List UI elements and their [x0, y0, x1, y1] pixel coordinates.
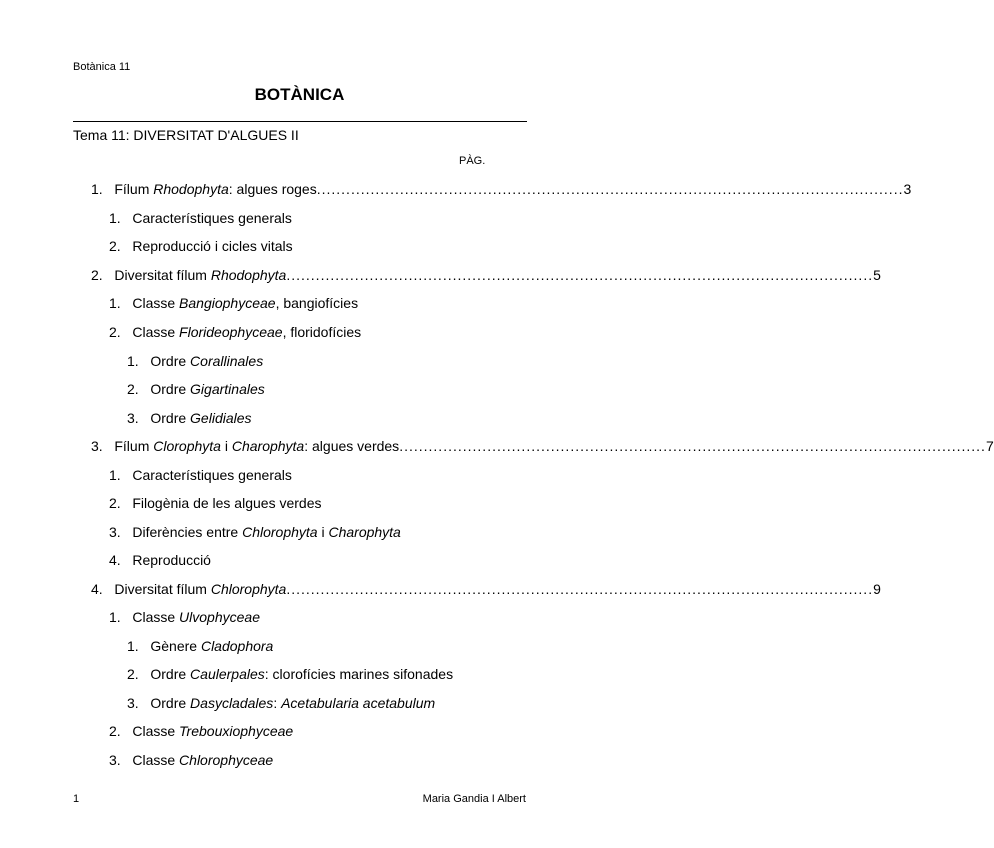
toc-entry	[109, 209, 292, 227]
toc-entry	[91, 180, 912, 198]
toc-entry-text	[91, 580, 286, 598]
toc-entry	[109, 466, 292, 484]
topic-heading: Tema 11: DIVERSITAT D'ALGUES II	[73, 127, 299, 143]
toc-entry-page: 9	[873, 581, 881, 597]
toc-entry-segment: Ordre	[150, 353, 191, 369]
toc-entry	[109, 523, 401, 541]
toc-entry-segment: Classe	[132, 324, 180, 340]
toc-entry	[127, 665, 453, 683]
toc-entry-segment: Diferències entre	[132, 524, 243, 540]
toc-entry-segment: Filogènia de les algues verdes	[132, 495, 322, 511]
toc-entry-segment: Classe	[132, 609, 180, 625]
toc-entry-italic: Acetabularia acetabulum	[281, 695, 436, 711]
toc-entry-segment: Diversitat fílum	[114, 267, 211, 283]
toc-entry-number: 1.	[109, 295, 121, 311]
toc-entry-text	[109, 467, 292, 483]
toc-entry-italic: Corallinales	[190, 353, 264, 369]
toc-entry-italic: Gigartinales	[190, 381, 265, 397]
toc-entry-segment: Característiques generals	[132, 467, 292, 483]
toc-entry-number: 4.	[91, 581, 103, 597]
toc-entry-segment: Classe	[132, 752, 180, 768]
toc-leader-dots: ........................................................................................................................	[286, 267, 874, 283]
toc-entry-italic: Caulerpales	[190, 666, 265, 682]
toc-entry-text	[109, 552, 211, 568]
toc-entry-number: 1.	[109, 609, 121, 625]
toc-entry	[91, 437, 994, 455]
toc-leader-dots: ........................................................................................................................	[286, 581, 874, 597]
toc-entry	[127, 637, 273, 655]
toc-entry-segment: Reproducció	[132, 552, 211, 568]
toc-entry-italic: Rhodophyta	[153, 181, 229, 197]
toc-entry-italic: Chlorophyta	[210, 581, 287, 597]
toc-entry-text	[91, 180, 317, 198]
toc-entry-text	[127, 410, 252, 426]
toc-entry-italic: Bangiophyceae	[179, 295, 276, 311]
toc-entry-segment: :	[273, 695, 282, 711]
toc-entry-page: 7	[985, 438, 994, 454]
toc-entry	[91, 266, 881, 284]
toc-entry-text	[127, 381, 265, 397]
toc-entry-segment: : algues roges	[228, 181, 317, 197]
toc-entry-segment: i	[220, 438, 232, 454]
toc-entry-segment: Reproducció i cicles vitals	[132, 238, 293, 254]
toc-entry	[91, 580, 881, 598]
toc-entry-italic: Chlorophyceae	[179, 752, 274, 768]
toc-entry-segment: Ordre	[150, 410, 191, 426]
toc-entry-italic: Gelidiales	[190, 410, 252, 426]
toc-entry-number: 3.	[109, 524, 121, 540]
toc-entry-text	[109, 752, 273, 768]
footer-author: Maria Gandia I Albert	[422, 793, 526, 805]
toc-entry	[127, 409, 252, 427]
toc-entry-text	[109, 723, 293, 739]
toc-entry-number: 1.	[127, 353, 139, 369]
toc-entry-italic: Cladophora	[200, 638, 274, 654]
toc-entry	[109, 722, 293, 740]
toc-entry	[109, 608, 260, 626]
toc-entry-number: 2.	[109, 723, 121, 739]
toc-entry-segment: i	[317, 524, 329, 540]
toc-entry-number: 2.	[91, 267, 103, 283]
toc-entry	[127, 380, 265, 398]
toc-entry-text	[109, 210, 292, 226]
toc-entry	[127, 694, 435, 712]
toc-leader-dots: ........................................................................................................................	[399, 438, 986, 454]
toc-entry	[127, 352, 263, 370]
page-column-label: PÀG.	[459, 155, 486, 167]
toc-entry	[109, 494, 321, 512]
running-header: Botànica 11	[73, 61, 131, 73]
toc-entry-italic: Chlorophyta	[242, 524, 318, 540]
toc-entry-number: 1.	[109, 210, 121, 226]
toc-entry-text	[109, 295, 358, 311]
toc-entry-number: 1.	[91, 181, 103, 197]
toc-entry-text	[127, 666, 453, 682]
toc-entry-italic: Charophyta	[328, 524, 401, 540]
toc-entry-italic: Ulvophyceae	[179, 609, 260, 625]
toc-entry-text	[109, 609, 260, 625]
toc-entry-number: 2.	[109, 324, 121, 340]
toc-entry-segment: Diversitat fílum	[114, 581, 211, 597]
toc-entry-segment: Ordre	[150, 695, 191, 711]
toc-entry-italic: Trebouxiophyceae	[179, 723, 294, 739]
toc-entry-segment: : algues verdes	[304, 438, 400, 454]
title-rule	[73, 121, 527, 122]
toc-entry-number: 2.	[127, 381, 139, 397]
toc-entry-text	[91, 437, 399, 455]
toc-entry-segment: Classe	[132, 295, 180, 311]
toc-entry	[109, 294, 358, 312]
toc-entry-number: 2.	[109, 495, 121, 511]
toc-entry-number: 1.	[109, 467, 121, 483]
toc-entry-segment: Fílum	[114, 438, 154, 454]
toc-entry-number: 3.	[109, 752, 121, 768]
toc-entry-segment: Ordre	[150, 666, 191, 682]
toc-entry-text	[109, 238, 293, 254]
toc-entry-number: 3.	[127, 695, 139, 711]
toc-entry-number: 3.	[127, 410, 139, 426]
toc-entry	[109, 551, 211, 569]
toc-entry-segment: , floridofícies	[282, 324, 362, 340]
toc-entry-number: 2.	[109, 238, 121, 254]
toc-entry-text	[109, 524, 401, 540]
toc-entry-segment: Fílum	[114, 181, 154, 197]
toc-entry-italic: Rhodophyta	[210, 267, 287, 283]
toc-entry-segment: Característiques generals	[132, 210, 292, 226]
toc-entry-number: 3.	[91, 438, 103, 454]
toc-entry-italic: Dasycladales	[190, 695, 274, 711]
toc-entry-page: 5	[873, 267, 881, 283]
toc-entry-page: 3	[903, 181, 912, 197]
toc-entry-italic: Clorophyta	[153, 438, 221, 454]
toc-leader-dots: ........................................................................................................................	[316, 181, 904, 197]
toc-entry-number: 1.	[127, 638, 139, 654]
toc-entry-text	[127, 353, 263, 369]
toc-entry-italic: Charophyta	[231, 438, 305, 454]
document-title: BOTÀNICA	[254, 85, 345, 104]
toc-entry	[109, 237, 293, 255]
toc-entry-segment: : clorofícies marines sifonades	[264, 666, 454, 682]
toc-entry-number: 2.	[127, 666, 139, 682]
toc-entry-number: 4.	[109, 552, 121, 568]
toc-entry-text	[127, 695, 435, 711]
footer-page-number: 1	[73, 793, 80, 805]
toc-entry-text	[109, 324, 361, 340]
toc-entry-segment: , bangiofícies	[275, 295, 359, 311]
toc-entry-segment: Ordre	[150, 381, 191, 397]
toc-entry-text	[109, 495, 321, 511]
toc-entry-segment: Gènere	[150, 638, 201, 654]
toc-entry-segment: Classe	[132, 723, 180, 739]
toc-entry-text	[91, 266, 286, 284]
toc-entry	[109, 323, 361, 341]
toc-entry-text	[127, 638, 273, 654]
toc-entry-italic: Florideophyceae	[179, 324, 283, 340]
toc-entry	[109, 751, 273, 769]
